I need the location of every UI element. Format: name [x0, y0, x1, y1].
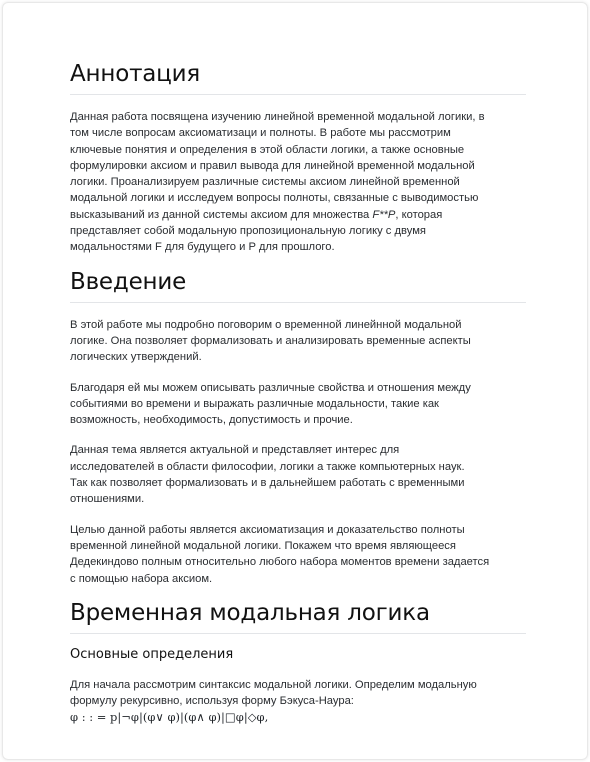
abstract-heading: Аннотация: [70, 60, 526, 95]
abstract-text: Данная работа посвящена изучению линейной временной модальной логики, в том числе вопросам аксиоматизаци и полноты. В работе мы рассмотрим ключевые понятия и определения в этой области логики, а также основные формулировки аксиом и правил вывода для линейной временной модальной логики. Проанализируем различные системы аксиом линейной временной модальной логики и исследуем вопросы полноты, связанные с выводимостью высказываний из данной системы аксиом для множества: [70, 111, 485, 221]
abstract-text-end: , которая представляет собой модальную пропозициональную логику с двумя модальностями F для будущего и P для прошлого.: [70, 208, 443, 254]
definitions-text: Для начала рассмотрим синтаксис модальной логики. Определим модальную формулу рекурсивно, используя форму Бэкуса-Наура:: [70, 678, 477, 708]
abstract-section: [70, 60, 526, 256]
abstract-paragraph: [70, 109, 526, 256]
definitions-subheading: Основные определения: [70, 646, 234, 662]
intro-paragraph: Целью данной работы является аксиоматизация и доказательство полноты временной линейной модальной логики. Покажем что время являющееся Дедекиндово полным относительно любого набора моментов времени задается с помощью набора аксиом.: [70, 523, 490, 585]
definitions-paragraph: [70, 677, 526, 727]
intro-paragraph: Данная тема является актуальной и представляет интерес для исследователей в области философии, логики а также компьютерных наук. Так как позволяет формализовать и в дальнейшем работать с временными отношениями.: [70, 444, 465, 506]
intro-paragraph: В этой работе мы подробно поговорим о временной линейнной модальной логике. Она позволяет формализовать и анализировать временные аспекты логических утверждений.: [70, 318, 471, 364]
intro-paragraph: Благодаря ей мы можем описывать различные свойства и отношения между событиями во времени и выражать различные модальности, такие как возможность, необходимость, допустимость и прочие.: [70, 381, 471, 427]
intro-heading: Введение: [70, 268, 526, 303]
temporal-logic-heading: Временная модальная логика: [70, 599, 526, 634]
set-name: F**P: [372, 208, 396, 221]
intro-section: [70, 268, 526, 587]
temporal-logic-section: [70, 599, 526, 727]
bnf-formula: φ : : = p|¬φ|(φ∨ φ)|(φ∧ φ)|□φ|◇φ,: [70, 710, 269, 725]
